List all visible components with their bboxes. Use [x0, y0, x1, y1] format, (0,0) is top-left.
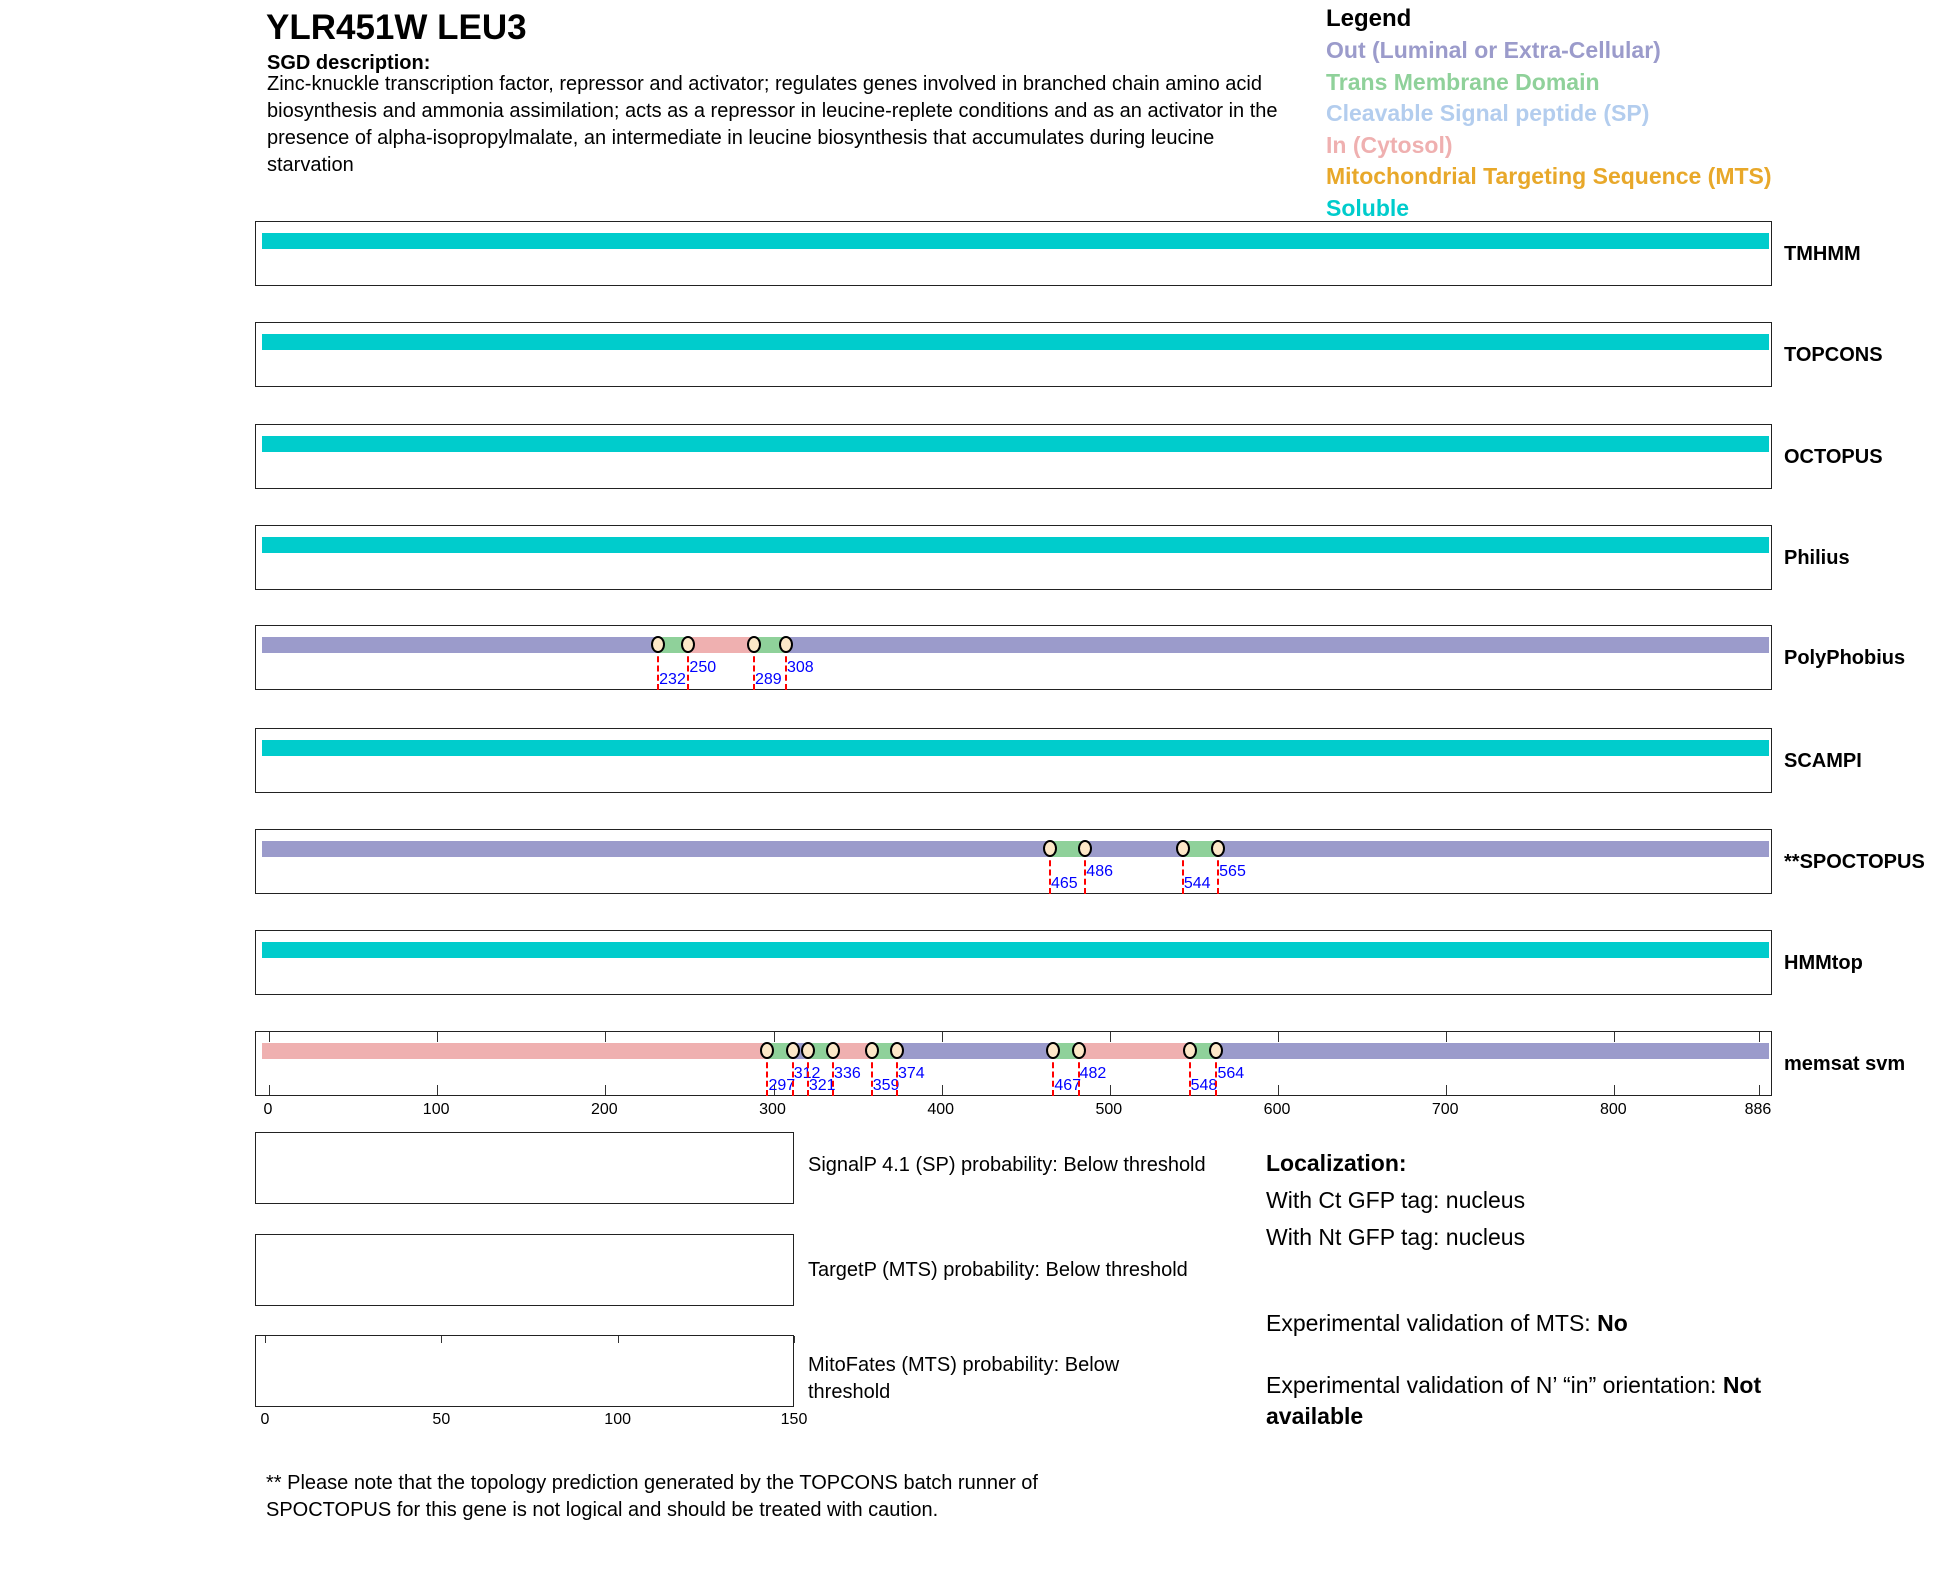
axis-tick-label: 300 [759, 1101, 786, 1118]
axis-tick [942, 1085, 943, 1095]
track-box [255, 525, 1772, 590]
axis-tick-label: 800 [1600, 1101, 1627, 1118]
boundary-marker [1176, 840, 1190, 857]
boundary-marker [779, 636, 793, 653]
axis-tick [605, 1085, 606, 1095]
boundary-label: 544 [1183, 875, 1211, 892]
track-box [255, 930, 1772, 995]
axis-tick [1759, 1032, 1760, 1042]
boundary-marker [786, 1042, 800, 1059]
boundary-label: 297 [768, 1077, 796, 1094]
track-label: PolyPhobius [1784, 647, 1906, 669]
boundary-label: 565 [1219, 863, 1246, 880]
small-axis-tick [265, 1336, 266, 1343]
track-box [255, 322, 1772, 387]
small-axis-tick [618, 1336, 619, 1343]
segment-soluble [262, 436, 1769, 452]
axis-tick [1446, 1085, 1447, 1095]
track-label: OCTOPUS [1784, 446, 1883, 468]
boundary-label: 374 [897, 1065, 925, 1082]
orientation-validation-label: Experimental validation of N’ “in” orientation: [1266, 1372, 1723, 1398]
axis-tick [1446, 1032, 1447, 1042]
segment-in [262, 1043, 767, 1059]
small-axis-tick [441, 1336, 442, 1343]
legend-item: Out (Luminal or Extra-Cellular) [1326, 37, 1661, 63]
segment-in [688, 637, 754, 653]
boundary-label: 336 [834, 1065, 861, 1082]
axis-tick [605, 1032, 606, 1042]
segment-out [262, 841, 1050, 857]
small-axis-tick-label: 100 [604, 1411, 632, 1428]
boundary-marker [826, 1042, 840, 1059]
orientation-validation [1266, 1370, 1826, 1432]
track-label: HMMtop [1784, 952, 1863, 974]
axis-tick-label: 0 [263, 1101, 273, 1118]
axis-tick-label: 600 [1263, 1101, 1291, 1118]
axis-tick [1614, 1085, 1615, 1095]
localization-ct: With Ct GFP tag: nucleus [1266, 1187, 1526, 1213]
axis-tick-label: 700 [1431, 1101, 1459, 1118]
track-label: memsat svm [1784, 1053, 1906, 1075]
legend-item: Trans Membrane Domain [1326, 68, 1600, 95]
boundary-label: 467 [1054, 1077, 1082, 1094]
track-box [255, 728, 1772, 793]
targetp-box [255, 1234, 794, 1306]
boundary-label: 482 [1079, 1065, 1107, 1082]
mts-validation-value: No [1597, 1310, 1628, 1336]
axis-tick-label: 400 [927, 1101, 955, 1118]
legend-item: In (Cytosol) [1326, 131, 1453, 158]
legend-item: Mitochondrial Targeting Sequence (MTS) [1326, 163, 1772, 189]
boundary-marker [747, 636, 761, 653]
track-box [255, 424, 1772, 489]
axis-tick [774, 1032, 775, 1042]
boundary-label: 321 [808, 1077, 836, 1094]
segment-soluble [262, 537, 1769, 553]
axis-tick-label: 500 [1095, 1101, 1123, 1118]
boundary-label: 359 [872, 1077, 900, 1094]
signalp-text: SignalP 4.1 (SP) probability: Below threshold [808, 1154, 1206, 1176]
axis-tick [942, 1032, 943, 1042]
segment-soluble [262, 233, 1769, 249]
segment-soluble [262, 942, 1769, 958]
segment-soluble [262, 740, 1769, 756]
track-label: **SPOCTOPUS [1784, 851, 1925, 873]
boundary-label: 548 [1190, 1077, 1218, 1094]
segment-out [1216, 1043, 1769, 1059]
signalp-box [255, 1132, 794, 1204]
segment-out [897, 1043, 1053, 1059]
axis-tick [1110, 1032, 1111, 1042]
page-title: YLR451W LEU3 [266, 8, 527, 47]
boundary-label: 289 [755, 671, 782, 688]
track-box [255, 625, 1772, 690]
boundary-label: 564 [1217, 1065, 1245, 1082]
boundary-marker [801, 1042, 815, 1059]
axis-tick [1759, 1085, 1760, 1095]
small-axis-tick-label: 0 [260, 1411, 270, 1428]
localization-title: Localization: [1266, 1150, 1407, 1176]
segment-out [1218, 841, 1769, 857]
track-label: SCAMPI [1784, 750, 1862, 772]
boundary-label: 308 [786, 659, 814, 676]
axis-tick [1278, 1032, 1279, 1042]
track-label: Philius [1784, 547, 1850, 569]
track-box [255, 829, 1772, 894]
mitofates-text: MitoFates (MTS) probability: Below threshold [808, 1354, 1120, 1403]
axis-tick [269, 1085, 270, 1095]
axis-tick [269, 1032, 270, 1042]
mts-validation-label: Experimental validation of MTS: [1266, 1310, 1598, 1336]
axis-tick [1110, 1085, 1111, 1095]
boundary-label: 232 [659, 671, 686, 688]
targetp-text: TargetP (MTS) probability: Below threshold [808, 1259, 1188, 1281]
orientation-validation-value: Not available [1266, 1372, 1762, 1429]
boundary-marker [890, 1042, 904, 1059]
track-box [255, 221, 1772, 286]
small-axis-tick-label: 50 [432, 1411, 451, 1428]
axis-tick-label: 886 [1744, 1101, 1772, 1118]
mitofates-box [255, 1335, 794, 1407]
segment-in [1079, 1043, 1190, 1059]
legend-title: Legend [1326, 5, 1412, 32]
description-text: Zinc-knuckle transcription factor, repressor and activator; regulates genes involved in branched chain amino acid biosynthesis and ammonia assimilation; acts as a repressor in leucine-replete conditions and as an activator in the presence of alpha-isopropylmalate, an intermediate in leucine biosynthesis that accumulates during leucine starvation [267, 73, 1278, 176]
boundary-marker [1072, 1042, 1086, 1059]
boundary-marker [865, 1042, 879, 1059]
track-label: TOPCONS [1784, 344, 1883, 366]
description-label: SGD description: [267, 52, 431, 74]
footnote: ** Please note that the topology prediction generated by the TOPCONS batch runner of SPOCTOPUS for this gene is not logical and should be treated with caution. [266, 1472, 1038, 1521]
small-axis-tick [794, 1336, 795, 1343]
mts-validation [1266, 1310, 1628, 1337]
axis-tick [1278, 1085, 1279, 1095]
axis-tick [437, 1032, 438, 1042]
axis-tick-label: 200 [590, 1101, 618, 1118]
localization-nt: With Nt GFP tag: nucleus [1266, 1224, 1526, 1250]
axis-tick-label: 100 [422, 1101, 450, 1118]
boundary-label: 312 [793, 1065, 821, 1082]
track-box [255, 1031, 1772, 1096]
small-axis-tick-label: 150 [780, 1411, 808, 1428]
boundary-marker [1043, 840, 1057, 857]
track-label: TMHMM [1784, 243, 1861, 265]
axis-tick [1614, 1032, 1615, 1042]
axis-tick [437, 1085, 438, 1095]
boundary-marker [1183, 1042, 1197, 1059]
segment-out [262, 637, 658, 653]
boundary-label: 250 [689, 659, 717, 676]
boundary-label: 465 [1050, 875, 1078, 892]
segment-out [1085, 841, 1183, 857]
segment-out [786, 637, 1769, 653]
boundary-label: 486 [1086, 863, 1113, 880]
segment-soluble [262, 334, 1769, 350]
legend-item: Cleavable Signal peptide (SP) [1326, 100, 1650, 126]
legend-item: Soluble [1326, 194, 1410, 221]
